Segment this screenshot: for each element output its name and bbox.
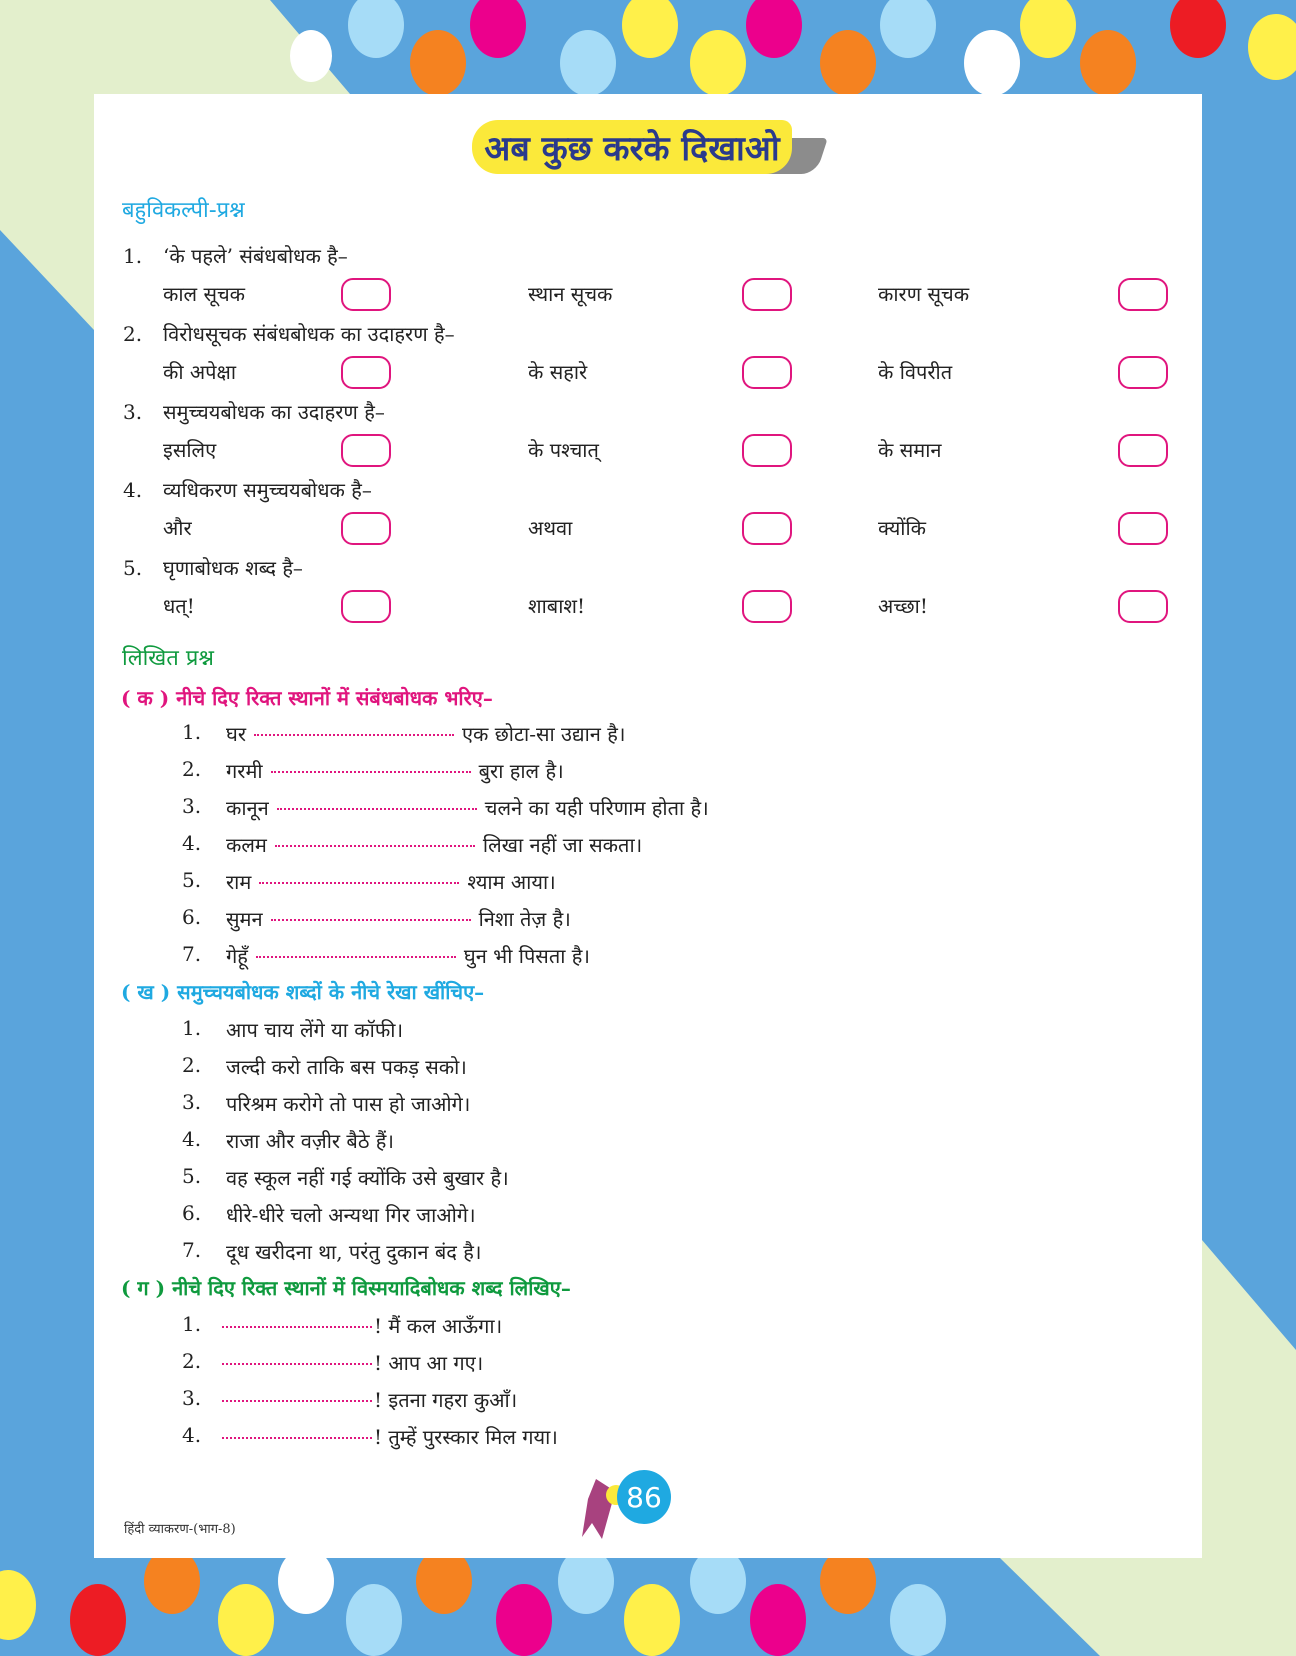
blank-line[interactable]: [256, 942, 456, 958]
answer-checkbox[interactable]: [1118, 434, 1168, 467]
item-text-before: सुमन: [226, 907, 263, 931]
item-text-after: ! इतना गहरा कुआँ।: [374, 1388, 518, 1412]
item-number: 3.: [182, 1090, 202, 1114]
item-number: 6.: [182, 1201, 202, 1225]
answer-checkbox[interactable]: [341, 434, 391, 467]
decorative-dot: [290, 30, 332, 82]
answer-checkbox[interactable]: [1118, 278, 1168, 311]
item-text: वह स्कूल नहीं गई क्योंकि उसे बुखार है।: [226, 1166, 509, 1190]
answer-checkbox[interactable]: [742, 278, 792, 311]
blank-line[interactable]: [222, 1386, 372, 1402]
answer-checkbox[interactable]: [341, 278, 391, 311]
answer-checkbox[interactable]: [1118, 590, 1168, 623]
question-number: 3.: [123, 400, 143, 424]
item-number: 1.: [182, 1312, 202, 1336]
item-text-after: बुरा हाल है।: [478, 759, 564, 783]
option-label: क्योंकि: [878, 516, 927, 540]
item-text-before: गरमी: [226, 759, 263, 783]
option-label: स्थान सूचक: [528, 282, 613, 306]
item-text-before: गेहूँ: [226, 944, 248, 968]
section-kha-heading: ( ख ) समुच्चयबोधक शब्दों के नीचे रेखा खींचिए–: [121, 980, 485, 1004]
blank-line[interactable]: [277, 794, 477, 810]
item-number: 6.: [182, 905, 202, 929]
decorative-dot: [70, 1584, 126, 1656]
answer-checkbox[interactable]: [341, 356, 391, 389]
item-number: 1.: [182, 720, 202, 744]
item-number: 4.: [182, 1423, 202, 1447]
option-label: के सहारे: [528, 360, 588, 384]
option-label: धत्!: [163, 594, 195, 618]
item-text: दूध खरीदना था, परंतु दुकान बंद है।: [226, 1240, 482, 1264]
title-banner: [472, 120, 822, 180]
item-number: 4.: [182, 831, 202, 855]
mcq-question-3: [123, 398, 385, 425]
blank-line[interactable]: [254, 720, 454, 736]
item-text: आप चाय लेंगे या कॉफी।: [226, 1018, 404, 1042]
question-text: घृणाबोधक शब्द है–: [163, 556, 303, 580]
item-text-after: लिखा नहीं जा सकता।: [482, 833, 643, 857]
item-text-before: राम: [226, 870, 252, 894]
item-number: 7.: [182, 942, 202, 966]
decorative-dot: [890, 1584, 946, 1656]
item-text-after: चलने का यही परिणाम होता है।: [484, 796, 709, 820]
item-number: 5.: [182, 1164, 202, 1188]
item-text-after: निशा तेज़ है।: [478, 907, 571, 931]
item-number: 3.: [182, 794, 202, 818]
item-text-after: एक छोटा-सा उद्यान है।: [462, 722, 626, 746]
question-text: समुच्चयबोधक का उदाहरण है–: [163, 400, 385, 424]
decorative-dot: [624, 1584, 680, 1656]
item-text-after: श्याम आया।: [467, 870, 556, 894]
question-number: 1.: [123, 244, 143, 268]
answer-checkbox[interactable]: [742, 512, 792, 545]
question-number: 5.: [123, 556, 143, 580]
title-pill: [472, 120, 792, 174]
item-text: जल्दी करो ताकि बस पकड़ सको।: [226, 1055, 467, 1079]
decorative-dot: [690, 30, 746, 96]
question-number: 2.: [123, 322, 143, 346]
mcq-question-5: [123, 554, 303, 581]
item-number: 1.: [182, 1016, 202, 1040]
answer-checkbox[interactable]: [742, 356, 792, 389]
page-title: अब कुछ करके दिखाओ: [484, 129, 780, 169]
option-label: के समान: [878, 438, 942, 462]
item-text-after: घुन भी पिसता है।: [463, 944, 590, 968]
section-ka-heading: ( क ) नीचे दिए रिक्त स्थानों में संबंधबोधक भरिए–: [121, 686, 493, 710]
answer-checkbox[interactable]: [1118, 512, 1168, 545]
question-text: ‘के पहले’ संबंधबोधक है–: [163, 244, 348, 268]
item-text: परिश्रम करोगे तो पास हो जाओगे।: [226, 1092, 471, 1116]
item-text-after: ! मैं कल आऊँगा।: [374, 1314, 503, 1338]
mcq-question-2: [123, 320, 455, 347]
decorative-dot: [1248, 14, 1296, 80]
item-number: 2.: [182, 1053, 202, 1077]
decorative-dot: [560, 30, 616, 96]
worksheet: [94, 94, 1202, 1558]
answer-checkbox[interactable]: [1118, 356, 1168, 389]
decorative-dot: [820, 30, 876, 96]
item-text-after: ! आप आ गए।: [374, 1351, 484, 1375]
item-text-before: कलम: [226, 833, 267, 857]
item-number: 7.: [182, 1238, 202, 1262]
book-title: हिंदी व्याकरण-(भाग-8): [124, 1522, 236, 1537]
item-text-before: घर: [226, 722, 246, 746]
answer-checkbox[interactable]: [742, 590, 792, 623]
option-label: की अपेक्षा: [163, 360, 237, 384]
section-ga-heading: ( ग ) नीचे दिए रिक्त स्थानों में विस्मयादिबोधक शब्द लिखिए–: [121, 1276, 571, 1300]
item-number: 4.: [182, 1127, 202, 1151]
option-label: के विपरीत: [878, 360, 953, 384]
option-label: शाबाश!: [528, 594, 586, 618]
item-text: राजा और वज़ीर बैठे हैं।: [226, 1129, 395, 1153]
item-number: 2.: [182, 757, 202, 781]
question-number: 4.: [123, 478, 143, 502]
item-number: 2.: [182, 1349, 202, 1373]
blank-line[interactable]: [259, 868, 459, 884]
mcq-question-1: [123, 242, 348, 269]
answer-checkbox[interactable]: [341, 512, 391, 545]
option-label: कारण सूचक: [878, 282, 970, 306]
decorative-dot: [496, 1584, 552, 1656]
decorative-dot: [1080, 30, 1136, 96]
page-number: 86: [617, 1470, 671, 1524]
mcq-question-4: [123, 476, 372, 503]
answer-checkbox[interactable]: [742, 434, 792, 467]
blank-line[interactable]: [271, 905, 471, 921]
option-label: काल सूचक: [163, 282, 246, 306]
blank-line[interactable]: [222, 1349, 372, 1365]
blank-line[interactable]: [275, 831, 475, 847]
item-text: धीरे-धीरे चलो अन्यथा गिर जाओगे।: [226, 1203, 476, 1227]
blank-line[interactable]: [222, 1312, 372, 1328]
option-label: अथवा: [528, 516, 573, 540]
decorative-dot: [964, 30, 1020, 96]
decorative-dot: [410, 30, 466, 96]
question-text: विरोधसूचक संबंधबोधक का उदाहरण है–: [163, 322, 455, 346]
option-label: इसलिए: [163, 438, 217, 462]
decorative-dot: [750, 1584, 806, 1656]
question-text: व्यधिकरण समुच्चयबोधक है–: [163, 478, 372, 502]
answer-checkbox[interactable]: [341, 590, 391, 623]
item-text-after: ! तुम्हें पुरस्कार मिल गया।: [374, 1425, 558, 1449]
blank-line[interactable]: [222, 1423, 372, 1439]
item-number: 3.: [182, 1386, 202, 1410]
option-label: के पश्चात्: [528, 438, 599, 462]
mcq-heading: बहुविकल्पी-प्रश्न: [122, 198, 245, 223]
decorative-dot: [218, 1584, 274, 1656]
written-heading: लिखित प्रश्न: [122, 646, 214, 671]
item-number: 5.: [182, 868, 202, 892]
blank-line[interactable]: [271, 757, 471, 773]
option-label: अच्छा!: [878, 594, 928, 618]
item-text-before: कानून: [226, 796, 269, 820]
decorative-dot: [346, 1584, 402, 1656]
option-label: और: [163, 516, 192, 540]
